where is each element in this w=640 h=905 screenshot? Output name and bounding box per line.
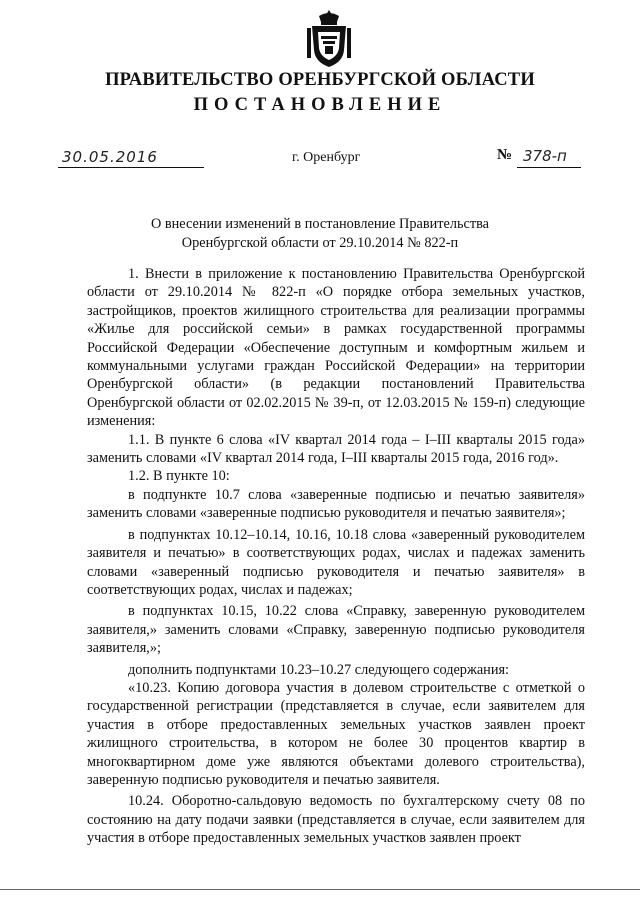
body-paragraph: дополнить подпунктами 10.23–10.27 следующего содержания:	[128, 661, 510, 678]
document-body	[87, 265, 585, 848]
document-subject	[0, 215, 640, 253]
body-paragraph: 1. Внести в приложение к постановлению Правительства Оренбургской области от 29.10.2014 № 822-п «О порядке отбора земельных участков, застройщиков, проектов жилищного строительства для реализации программы «Жилье для российской семьи» в рамках государственной программы Российской Федерации «Обеспечение доступным и комфортным жильем и коммунальными услугами граждан Российской Федерации» на территории Оренбургской области» (в редакции постановлений Правительства Оренбургской области от 02.02.2015 № 39-п, от 12.03.2015 № 159-п) следующие изменения:	[87, 266, 585, 430]
date-underline	[58, 167, 204, 168]
document-type-title: ПОСТАНОВЛЕНИЕ	[193, 95, 447, 115]
body-paragraph: в подпунктах 10.15, 10.22 слова «Справку, заверенную руководителем заявителя,» заменить словами «Справку, заверенную подписью руководителя заявителя,»;	[87, 603, 585, 657]
body-paragraph: в подпунктах 10.12–10.14, 10.16, 10.18 слова «заверенный руководителем заявителя и печатью» в соответствующих родах, числах и падежах заменить словами «заверенный подписью руководителя и печатью заявителя» в соответствующих родах, числах и падежах;	[87, 526, 585, 598]
subject-line: Оренбургской области от 29.10.2014 № 822-п	[181, 235, 459, 251]
number-underline	[517, 167, 581, 168]
body-paragraph: 1.2. В пункте 10:	[128, 468, 230, 485]
body-paragraph: в подпункте 10.7 слова «заверенные подписью и печатью заявителя» заменить словами «заверенные подписью руководителя и печатью заявителя»;	[87, 486, 585, 522]
coat-of-arms-icon	[305, 8, 353, 70]
body-paragraph: 10.24. Оборотно-сальдовую ведомость по бухгалтерскому счету 08 по состоянию на дату подачи заявки (представляется в случае, если заявителем для участия в отборе предоставленных земельных участков заявлен проект	[87, 793, 585, 847]
body-paragraph: 1.1. В пункте 6 слова «IV квартал 2014 года – I–III кварталы 2015 года» заменить словами «IV квартал 2014 года, I–III кварталы 2015 года, 2016 год».	[87, 431, 585, 467]
body-paragraph: «10.23. Копию договора участия в долевом строительстве с отметкой о государственной регистрации (представляется в случае, если заявителем для участия в отборе предоставленных земельных участков заявлен проект жилищного строительства, в котором не более 30 процентов квартир в многоквартирном доме уже являются объектами долевого строительства), заверенную подписью руководителя и печатью заявителя.	[87, 679, 585, 788]
document-number: 378-п	[523, 147, 567, 165]
document-city: г. Оренбург	[292, 150, 361, 165]
organization-title: ПРАВИТЕЛЬСТВО ОРЕНБУРГСКОЙ ОБЛАСТИ	[105, 70, 535, 90]
document-date: 30.05.2016	[62, 148, 158, 166]
page-bottom-rule	[0, 889, 640, 890]
subject-line: О внесении изменений в постановление Правительства	[150, 216, 490, 232]
number-sign: №	[497, 147, 513, 163]
